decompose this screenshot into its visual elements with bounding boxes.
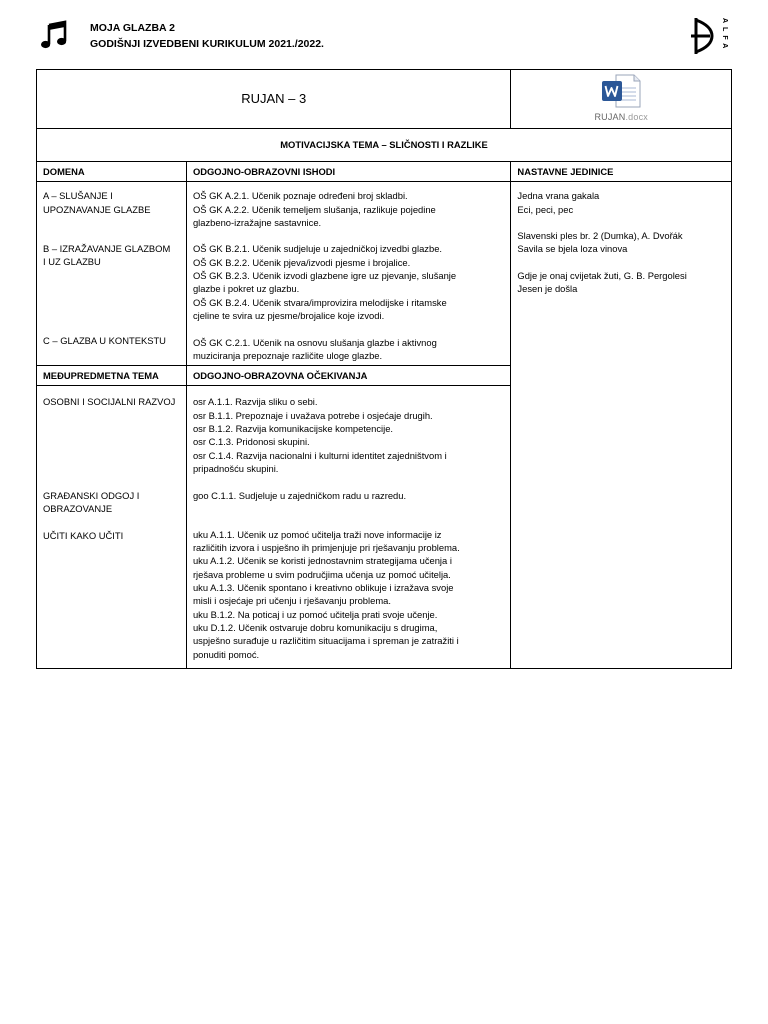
curriculum-table <box>36 69 732 669</box>
header-ishodi: ODGOJNO-OBRAZOVNI ISHODI <box>186 162 510 182</box>
cross-topic-osr: OSOBNI I SOCIJALNI RAZVOJ <box>43 396 176 408</box>
domain-c-line-1: C – GLAZBA U KONTEKSTU <box>43 335 166 347</box>
outcome-line: OŠ GK A.2.2. Učenik temeljem slušanja, razlikuje pojedine <box>192 203 436 215</box>
column-header-row <box>37 162 732 182</box>
outcome-line: OŠ GK B.2.2. Učenik pjeva/izvodi pjesme i brojalice. <box>192 256 411 268</box>
domain-a-line-2: UPOZNAVANJE GLAZBE <box>43 203 151 215</box>
outcome-line: glazbeno-izražajne sastavnice. <box>192 216 322 228</box>
expectation-line: osr C.1.4. Razvija nacionalni i kulturni identitet zajedništvom i <box>192 449 447 461</box>
expectation-list <box>186 386 510 668</box>
motivational-theme: MOTIVACIJSKA TEMA – SLIČNOSTI I RAZLIKE <box>37 129 732 162</box>
expectation-line: uspješno surađuje u različitim situacijama i spreman je zatražiti i <box>192 635 459 647</box>
expectation-line: osr B.1.2. Razvija komunikacijske kompetencije. <box>192 423 394 435</box>
unit-spacer <box>517 216 725 229</box>
expectation-line: osr A.1.1. Razvija sliku o sebi. <box>192 396 318 408</box>
expectations-uku <box>193 528 504 665</box>
expectations-osr <box>193 395 504 475</box>
expectation-line: goo C.1.1. Sudjeluje u zajedničkom radu u razredu. <box>192 489 407 501</box>
outcome-line: OŠ GK B.2.3. Učenik izvodi glazbene igre uz pjevanje, slušanje <box>192 270 457 282</box>
unit-item: Savila se bjela loza vinova <box>517 243 628 255</box>
header-line-1: MOJA GLAZBA 2 <box>90 22 175 34</box>
alfa-logo-letters: ALFA <box>721 18 728 53</box>
outcome-line: cjeline te svira uz pjesme/brojalice koje izvodi. <box>192 309 385 321</box>
domain-b-line-2: I UZ GLAZBU <box>43 256 101 268</box>
expectation-line: pripadnošću skupini. <box>192 462 279 474</box>
outcome-line: OŠ GK B.2.4. Učenik stvara/improvizira melodijske i ritamske <box>192 296 447 308</box>
expectation-line: osr C.1.3. Pridonosi skupini. <box>192 436 310 448</box>
expectation-line: uku B.1.2. Na poticaj i uz pomoć učitelja prati svoje učenje. <box>192 608 438 620</box>
unit-item: Gdje je onaj cvijetak žuti, G. B. Pergolesi <box>517 270 687 282</box>
month-title: RUJAN – 3 <box>37 70 511 129</box>
cross-topic-goo <box>43 489 180 516</box>
expectation-line: uku A.1.3. Učenik spontano i kreativno oblikuje i izražava svoje <box>192 582 454 594</box>
word-document-icon <box>601 74 641 108</box>
expectation-line: osr B.1.1. Prepoznaje i uvažava potrebe i osjećaje drugih. <box>192 409 433 421</box>
theme-row <box>37 129 732 162</box>
outcome-line: OŠ GK B.2.1. Učenik sudjeluje u zajedničkoj izvedbi glazbe. <box>192 243 443 255</box>
document-title <box>90 20 324 52</box>
unit-item: Eci, peci, pec <box>517 203 574 215</box>
expectations-goo <box>193 489 504 502</box>
outcome-line: OŠ GK A.2.1. Učenik poznaje određeni broj skladbi. <box>192 190 408 202</box>
expectation-line: uku A.1.2. Učenik se koristi jednostavnim strategijama učenja i <box>192 555 452 567</box>
cross-topic-goo-line-2: OBRAZOVANJE <box>43 503 113 515</box>
expectation-line: misli i osjećaje pri učenju i rješavanju problema. <box>192 595 391 607</box>
unit-item: Slavenski ples br. 2 (Dumka), A. Dvořák <box>517 230 683 242</box>
expectation-line: rješava probleme u svim područjima učenja uz pomoć učitelja. <box>192 568 451 580</box>
domain-list <box>37 182 187 366</box>
cross-topic-uku: UČITI KAKO UČITI <box>43 529 124 541</box>
domains-row <box>37 182 732 366</box>
file-extension: .docx <box>625 112 648 122</box>
domain-b <box>43 242 180 269</box>
cross-topic-list <box>37 386 187 668</box>
teaching-units <box>511 182 732 669</box>
attached-file[interactable] <box>511 70 732 129</box>
file-name <box>517 111 725 124</box>
expectation-line: različitih izvora i uspješno ih primjenjuje pri rješavanju problema. <box>192 542 460 554</box>
title-row <box>37 70 732 129</box>
outcomes-b <box>193 242 504 322</box>
domain-b-line-1: B – IZRAŽAVANJE GLAZBOM <box>43 242 171 254</box>
expectation-line: uku D.1.2. Učenik ostvaruje dobru komunikaciju s drugima, <box>192 621 438 633</box>
domain-a <box>43 189 180 216</box>
header-domena: DOMENA <box>37 162 187 182</box>
outcome-line: glazbe i pokret uz glazbu. <box>192 283 300 295</box>
domain-a-line-1: A – SLUŠANJE I <box>43 190 113 202</box>
unit-item: Jesen je došla <box>517 283 578 295</box>
header-cross-topic: MEĐUPREDMETNA TEMA <box>37 366 187 386</box>
outcomes-a <box>193 189 504 229</box>
cross-topic-goo-line-1: GRAĐANSKI ODGOJ I <box>43 489 140 501</box>
outcome-line: muziciranja prepoznaje različite uloge glazbe. <box>192 349 383 361</box>
music-note-icon <box>40 20 68 50</box>
header-line-2: GODIŠNJI IZVEDBENI KURIKULUM 2021./2022. <box>90 38 324 50</box>
outcome-list <box>186 182 510 366</box>
unit-item: Jedna vrana gakala <box>517 190 600 202</box>
expectation-line: ponuditi pomoć. <box>192 648 260 660</box>
domain-c <box>43 334 180 347</box>
outcome-line: OŠ GK C.2.1. Učenik na osnovu slušanja glazbe i aktivnog <box>192 336 437 348</box>
file-name-base: RUJAN <box>594 112 626 122</box>
header-jedinice: NASTAVNE JEDINICE <box>511 162 732 182</box>
outcomes-c <box>193 336 504 363</box>
header-expectations: ODGOJNO-OBRAZOVNA OČEKIVANJA <box>186 366 510 386</box>
page-header <box>0 0 768 60</box>
expectation-line: uku A.1.1. Učenik uz pomoć učitelja traži nove informacije iz <box>192 528 442 540</box>
unit-spacer <box>517 256 725 269</box>
